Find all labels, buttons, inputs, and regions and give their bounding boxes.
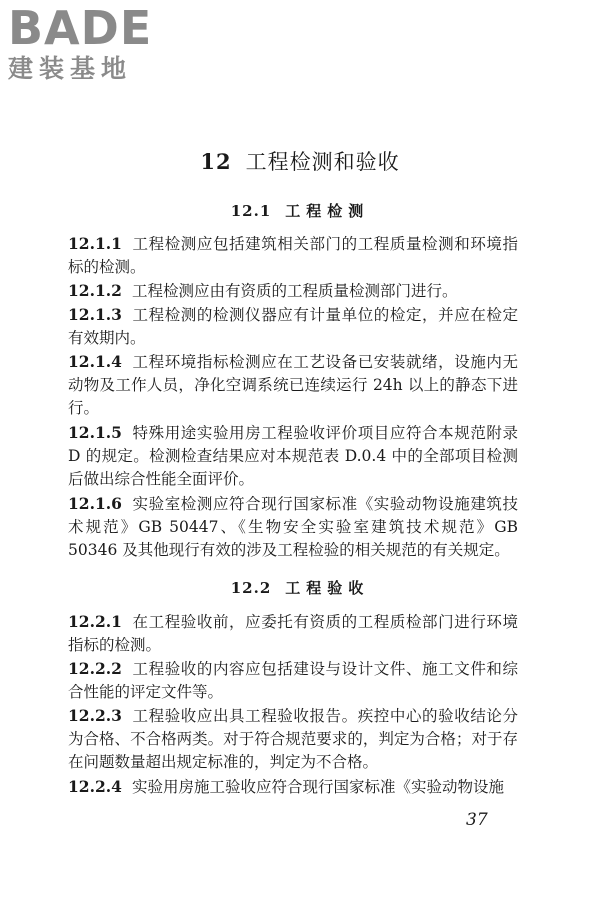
- clause: [68, 421, 518, 491]
- clause-text: 工程验收的内容应包括建设与设计文件、施工文件和综合性能的评定文件等。: [68, 660, 518, 701]
- clause-text: 特殊用途实验用房工程验收评价项目应符合本规范附录 D 的规定。检测检查结果应对本规范表 D.0.4 中的全部项目检测后做出综合性能全面评价。: [68, 424, 518, 488]
- clause-text: 工程验收应出具工程验收报告。疾控中心的验收结论分为合格、不合格两类。对于符合规范要求的，判定为合格；对于存在问题数量超出规定标准的，判定为不合格。: [68, 707, 518, 771]
- section-title: [0, 577, 600, 598]
- section-title-text: 工程验收: [285, 579, 370, 597]
- section-number: 12.2: [230, 579, 272, 597]
- clause-number: 12.1.2: [68, 281, 122, 300]
- clause-number: 12.1.1: [68, 234, 122, 253]
- clause: [68, 657, 518, 704]
- clause: [68, 350, 518, 420]
- clause-number: 12.2.2: [68, 659, 122, 678]
- clause: [68, 492, 518, 562]
- clause-text: 在工程验收前，应委托有资质的工程质检部门进行环境指标的检测。: [68, 613, 518, 654]
- clause: [68, 279, 518, 303]
- chapter-number: 12: [200, 149, 232, 174]
- clause: [68, 303, 518, 350]
- clause-number: 12.1.4: [68, 352, 122, 371]
- clause-text: 实验用房施工验收应符合现行国家标准《实验动物设施: [131, 778, 504, 796]
- page-number: 37: [466, 810, 488, 830]
- clause: [68, 610, 518, 657]
- clause-number: 12.1.6: [68, 494, 122, 513]
- clause: [68, 232, 518, 279]
- clause-text: 工程检测应由有资质的工程质量检测部门进行。: [131, 282, 458, 300]
- clause-text: 工程环境指标检测应在工艺设备已安装就绪，设施内无动物及工作人员，净化空调系统已连续运行 24h 以上的静态下进行。: [68, 353, 518, 417]
- clause-number: 12.1.5: [68, 423, 122, 442]
- clause-number: 12.2.4: [68, 777, 122, 796]
- clause-text: 工程检测的检测仪器应有计量单位的检定，并应在检定有效期内。: [68, 306, 518, 347]
- clause-number: 12.2.3: [68, 706, 122, 725]
- section-title: [0, 200, 600, 221]
- chapter-title-text: 工程检测和验收: [245, 150, 400, 174]
- logo-subtext: 建装基地: [8, 54, 133, 83]
- clause: [68, 704, 518, 774]
- chapter-title: [0, 146, 600, 176]
- section-title-text: 工程检测: [285, 202, 370, 220]
- clause-number: 12.1.3: [68, 305, 122, 324]
- clause-text: 实验室检测应符合现行国家标准《实验动物设施建筑技术规范》GB 50447、《生物安全实验室建筑技术规范》GB 50346 及其他现行有效的涉及工程检验的相关规范的有关规定。: [68, 495, 518, 559]
- clause-number: 12.2.1: [68, 612, 122, 631]
- section-number: 12.1: [230, 202, 272, 220]
- clause-text: 工程检测应包括建筑相关部门的工程质量检测和环境指标的检测。: [68, 235, 518, 276]
- watermark-logo: [8, 1, 178, 84]
- clause: [68, 775, 518, 799]
- logo-text: BADE: [8, 1, 153, 55]
